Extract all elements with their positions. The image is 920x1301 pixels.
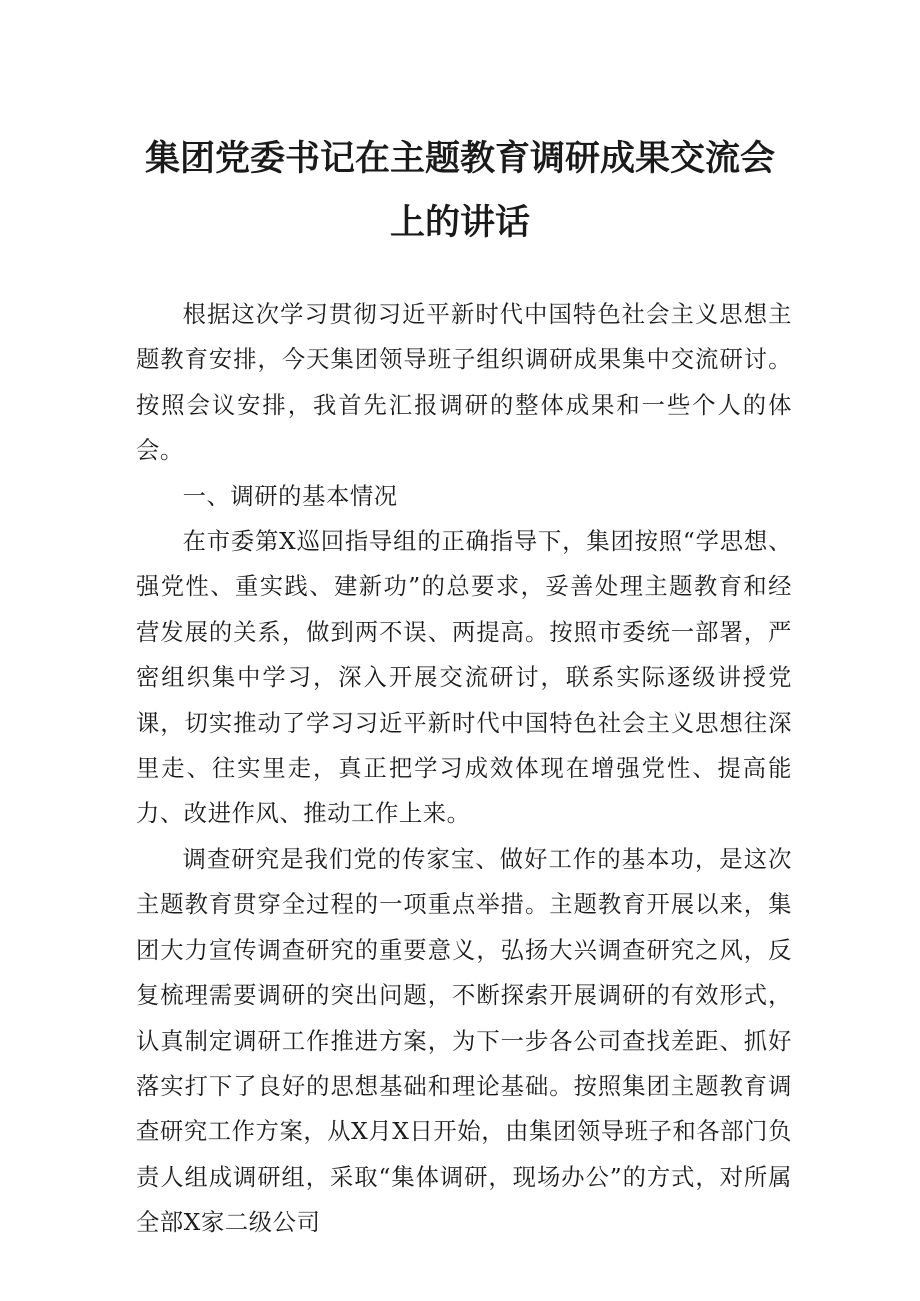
section-heading-1: 一、调研的基本情况 [182,482,398,510]
document-title-line-1: 集团党委书记在主题教育调研成果交流会 [144,139,775,179]
document-body [136,292,792,1246]
paragraph-guidance: 在市委第X巡回指导组的正确指导下，集团按照“学思想、强党性、重实践、建新功”的总要求，妥善处理主题教育和经营发展的关系，做到两不误、两提高。按照市委统一部署，严密组织集中学习，深入开展交流研讨，联系实际逐级讲授党课，切实推动了学习习近平新时代中国特色社会主义思想往深里走、往实里走，真正把学习成效体现在增强党性、提高能力、改进作风、推动工作上来。 [136,528,792,828]
paragraph-intro: 根据这次学习贯彻习近平新时代中国特色社会主义思想主题教育安排，今天集团领导班子组织调研成果集中交流研讨。按照会议安排，我首先汇报调研的整体成果和一些个人的体会。 [136,301,792,465]
document-title-line-2: 上的讲话 [389,203,530,243]
paragraph-research: 调查研究是我们党的传家宝、做好工作的基本功，是这次主题教育贯穿全过程的一项重点举措。主题教育开展以来，集团大力宣传调查研究的重要意义，弘扬大兴调查研究之风，反复梳理需要调研的突出问题，不断探索开展调研的有效形式，认真制定调研工作推进方案，为下一步各公司查找差距、抓好落实打下了良好的思想基础和理论基础。按照集团主题教育调查研究工作方案，从X月X日开始，由集团领导班子和各部门负责人组成调研组，采取“集体调研，现场办公”的方式，对所属全部X家二级公司 [136,845,792,1237]
